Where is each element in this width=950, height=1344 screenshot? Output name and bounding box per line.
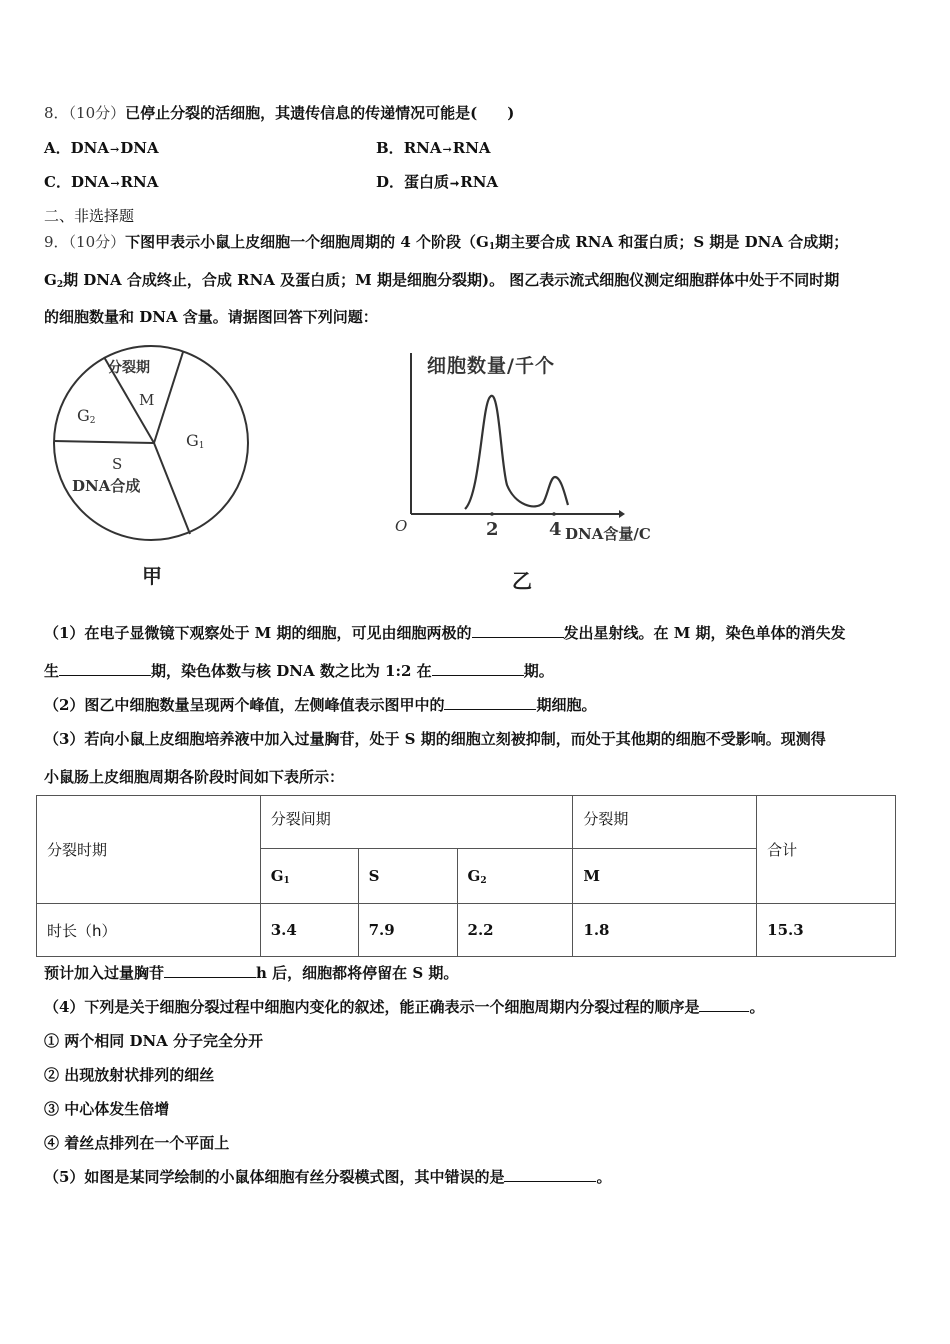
subscript: 2 (480, 875, 487, 886)
option-letter: D． (376, 173, 405, 191)
subscript: 2 (89, 416, 96, 426)
q9-text: 下图甲表示小鼠上皮细胞一个细胞周期的 4 个阶段（G (125, 233, 489, 251)
arrow-icon: ➞ (450, 177, 460, 190)
q9-part4-item-2: ② 出现放射状排列的细丝 (44, 1066, 215, 1084)
table-duration-label: 时长（h） (37, 904, 261, 957)
subscript: 1 (488, 242, 496, 252)
table-mitosis-header: 分裂期 (573, 796, 757, 849)
pie-label-s: S (112, 455, 123, 473)
g-letter: G (77, 406, 90, 425)
q9-part3-line1: （3）若向小鼠上皮细胞培养液中加入过量胸苷，处于 S 期的细胞立刻被抑制，而处于其他期的细胞不受影响。现测得 (44, 730, 826, 748)
arrow-icon: → (442, 143, 452, 156)
table-cell-total: 15.3 (757, 904, 896, 957)
q8-option-b[interactable] (376, 137, 491, 158)
figure-jia (50, 345, 255, 545)
q9-intro-line1 (44, 231, 848, 252)
option-to: RNA (460, 173, 499, 191)
q9-text: （5）如图是某同学绘制的小鼠体细胞有丝分裂模式图，其中错误的是 (44, 1168, 505, 1186)
phase-name: M (583, 867, 600, 885)
q9-part5 (44, 1166, 611, 1187)
q9-part4-item-3: ③ 中心体发生倍增 (44, 1100, 170, 1118)
graph-tick-2: 2 (486, 519, 499, 540)
table-cell-s: 7.9 (358, 904, 457, 957)
table-phase-s (358, 849, 457, 904)
q9-text: G (44, 271, 57, 289)
option-letter: C． (44, 173, 71, 191)
q8-option-a[interactable] (44, 137, 159, 158)
pie-label-m: M (139, 391, 155, 409)
option-to: DNA (120, 139, 159, 157)
g-letter: G (186, 431, 199, 450)
subscript: 1 (283, 875, 290, 886)
option-from: DNA (70, 139, 109, 157)
q9-number: 9．（10分） (44, 233, 126, 251)
q9-part4-item-4: ④ 着丝点排列在一个平面上 (44, 1134, 230, 1152)
section-heading: 二、非选择题 (44, 207, 135, 225)
table-cell-m: 1.8 (573, 904, 757, 957)
option-letter: B． (376, 139, 404, 157)
option-to: RNA (452, 139, 491, 157)
pie-label-g2 (77, 406, 96, 426)
figure-jia-caption: 甲 (142, 564, 162, 588)
q8-number: 8．（10分） (44, 104, 126, 122)
graph-origin: O (395, 517, 408, 535)
subscript: 1 (198, 441, 205, 451)
figure-yi-caption: 乙 (512, 569, 532, 593)
q9-text: 期。 (523, 662, 554, 680)
q9-text: 生 (44, 662, 60, 680)
answer-blank-5[interactable] (164, 963, 256, 978)
subscript: 2 (56, 280, 64, 290)
q9-text: 预计加入过量胸苷 (44, 964, 165, 982)
phase-name: G (270, 866, 284, 885)
q9-text: 发出星射线。在 M 期，染色单体的消失发 (563, 624, 846, 642)
answer-blank-7[interactable] (504, 1167, 596, 1182)
q9-part1-line1 (44, 622, 846, 643)
cell-cycle-pie (50, 345, 255, 545)
q9-part4-item-1: ① 两个相同 DNA 分子完全分开 (44, 1032, 264, 1050)
q8-option-d[interactable] (376, 171, 498, 192)
phase-name: S (368, 867, 380, 885)
q8-text: 已停止分裂的活细胞，其遗传信息的传递情况可能是( ) (125, 104, 515, 122)
graph-ylabel: 细胞数量/千个 (427, 355, 555, 377)
table-cell-g2: 2.2 (457, 904, 573, 957)
graph-xlabel: DNA含量/C (565, 525, 651, 543)
option-from: RNA (403, 139, 442, 157)
graph-tick-4: 4 (549, 519, 562, 540)
q9-text: （2）图乙中细胞数量呈现两个峰值，左侧峰值表示图甲中的 (44, 696, 445, 714)
option-letter: A． (44, 139, 71, 157)
q9-text: h 后，细胞都将停留在 S 期。 (256, 964, 459, 982)
q9-text: （4）下列是关于细胞分裂过程中细胞内变化的叙述，能正确表示一个细胞周期内分裂过程的顺序是 (44, 998, 700, 1016)
q8-option-c[interactable] (44, 171, 158, 192)
answer-blank-1[interactable] (472, 623, 564, 638)
answer-blank-4[interactable] (444, 695, 536, 710)
option-from: DNA (70, 173, 110, 191)
arrow-icon: → (110, 143, 120, 156)
answer-blank-6[interactable] (699, 997, 749, 1012)
q9-text: 期，染色体数与核 DNA 数之比为 1:2 在 (151, 662, 432, 680)
table-row-header: 分裂时期 (37, 796, 261, 904)
q9-part4 (44, 996, 764, 1017)
phase-name: G (467, 866, 481, 885)
cell-cycle-table (36, 795, 896, 957)
table-cell-g1: 3.4 (260, 904, 358, 957)
answer-blank-3[interactable] (432, 661, 524, 676)
option-from: 蛋白质 (404, 173, 450, 191)
table-total-header: 合计 (757, 796, 896, 904)
q9-text: 。 (749, 998, 765, 1016)
q9-part3-line2: 小鼠肠上皮细胞周期各阶段时间如下表所示： (44, 768, 345, 786)
q9-text: 期主要合成 RNA 和蛋白质；S 期是 DNA 合成期； (495, 233, 849, 251)
q9-text: 期细胞。 (536, 696, 597, 714)
q9-text: 期 DNA 合成终止，合成 RNA 及蛋白质；M 期是细胞分裂期)。 图乙表示流式细胞仪测定细胞群体中处于不同时期 (63, 271, 840, 289)
pie-label-dna-synthesis: DNA合成 (72, 477, 141, 495)
q9-text: （1）在电子显微镜下观察处于 M 期的细胞，可见由细胞两极的 (44, 624, 472, 642)
q9-text: 。 (596, 1168, 612, 1186)
q9-part3-after (44, 962, 458, 983)
table-phase-g1 (260, 849, 358, 904)
pie-label-fenlieqi: 分裂期 (108, 360, 150, 376)
q9-intro-line2 (44, 269, 839, 290)
arrow-icon: → (110, 177, 120, 190)
figure-yi (385, 345, 705, 555)
table-phase-m (573, 849, 757, 904)
option-to: RNA (120, 173, 159, 191)
pie-label-g1 (186, 431, 205, 451)
answer-blank-2[interactable] (59, 661, 151, 676)
q9-part1-line2 (44, 660, 554, 681)
q8-stem (44, 102, 514, 123)
table-interphase-header: 分裂间期 (260, 796, 573, 849)
q9-intro-line3: 的细胞数量和 DNA 含量。请据图回答下列问题： (44, 308, 378, 326)
q9-part2 (44, 694, 596, 715)
table-phase-g2 (457, 849, 573, 904)
